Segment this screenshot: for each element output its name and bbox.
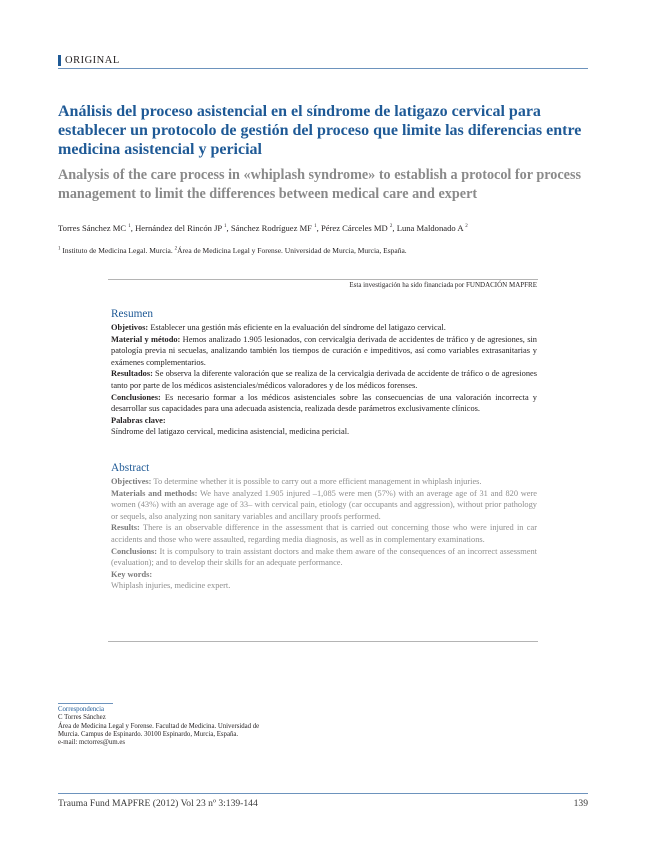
title-spanish: Análisis del proceso asistencial en el síndrome de latigazo cervical para establecer un protocolo de gestión del proceso que limite las diferencias entre medicina asistencial y pericial — [58, 103, 582, 158]
affiliation-2: Área de Medicina Legal y Forense. Universidad de Murcia, Murcia, España. — [177, 246, 407, 255]
correspondence-title: Correspondencia — [58, 706, 105, 713]
correspondence-divider — [58, 703, 113, 704]
resultados-label: Resultados: — [111, 369, 153, 379]
conclusiones-label: Conclusiones: — [111, 392, 161, 402]
correspondence-address-line-2: Murcia. Campus de Espinardo. 30100 Espinardo, Murcia, España. — [58, 730, 239, 738]
funding-note: Esta investigación ha sido financiada por FUNDACIÓN MAPFRE — [349, 281, 537, 289]
correspondence-name: C Torres Sánchez — [58, 714, 106, 722]
conclusions-label: Conclusions: — [111, 546, 158, 556]
keywords-text: Whiplash injuries, medicine expert. — [111, 581, 231, 591]
abstract-bottom-divider — [108, 641, 538, 642]
palabras-clave-label-line — [111, 415, 537, 427]
abstract-objectives — [111, 476, 537, 488]
author-name: Pérez Cárceles MD — [320, 223, 388, 233]
author-affiliation-mark: 2 — [389, 224, 393, 230]
affiliation-mark: 2 — [174, 246, 178, 252]
page-number: 139 — [573, 798, 588, 809]
funding-divider — [108, 279, 538, 280]
author-name: Hernández del Rincón JP — [135, 223, 222, 233]
methods-text: We have analyzed 1.905 injured –1,085 were men (57%) with an average age of 31 and 820 were women (43%) with an average age of 33– with cervical pain, etiology (car occupants and aggression), without prior pathology or sequels, also analyzing non sanitary variables and ancillary proofs performed. — [111, 488, 538, 521]
footer-journal-citation: Trauma Fund MAPFRE (2012) Vol 23 nº 3:139-144 — [58, 798, 258, 809]
objectives-label: Objectives: — [111, 477, 152, 486]
author-affiliation-mark: 1 — [128, 224, 131, 230]
keywords-label: Key words: — [111, 569, 153, 579]
section-label: ORIGINAL — [65, 55, 120, 66]
author-list: Torres Sánchez MC $^1$, Hernández del Rincón JP $^1$, Sánchez Rodríguez MF $^1$, Pérez Cárceles MD $^2$, Luna Maldonado A $^2$ — [58, 223, 468, 233]
abstract-methods — [111, 488, 537, 523]
abstract-results — [111, 522, 537, 545]
objetivos-label: Objetivos: — [111, 323, 149, 332]
abstract-conclusions — [111, 546, 537, 569]
material-text: Hemos analizado 1.905 lesionados, con cervicalgia derivada de accidentes de tráfico y de agresiones, sin patología previa ni secuelas, analizando también los tiempos de curación e impeditivos, así como variables extrasanitarias y exámenes complementarios. — [111, 334, 537, 367]
author-name: Sánchez Rodríguez MF — [230, 223, 312, 233]
author-name: Torres Sánchez MC — [58, 223, 127, 233]
results-text: There is an observable difference in the assessment that is carried out concerning those who were injured in car accidents and those who were assaulted, regarding media diagnosis, as well as in complementary examinations. — [111, 523, 537, 544]
keywords-label-line — [111, 569, 537, 581]
correspondence-address-line-1: Área de Medicina Legal y Forense. Facultad de Medicina. Universidad de — [58, 722, 260, 730]
correspondence-block — [58, 706, 298, 747]
resultados-text: Se observa la diferente valoración que se realiza de la cervicalgia derivada de accidente de tráfico o de agresiones tanto por parte de los médicos asistenciales/médicos valoradores y de los médicos forenses. — [111, 369, 537, 390]
resumen-conclusiones — [111, 392, 537, 415]
author-affiliation-mark: 1 — [314, 224, 317, 230]
title-english: Analysis of the care process in «whiplash syndrome» to establish a protocol for process management to limit the differences between medical care and expert — [58, 167, 581, 202]
correspondence-email: e-mail: mctorres@um.es — [58, 739, 126, 747]
material-label: Material y método: — [111, 334, 181, 344]
conclusions-text: It is compulsory to train assistant doctors and make them aware of the consequences of an incorrect assessment (evaluation); and to develop their skills for an adequate performance. — [111, 546, 537, 568]
resumen-resultados — [111, 368, 537, 391]
objectives-text: To determine whether it is possible to carry out a more efficient management in whiplash injuries. — [151, 477, 482, 486]
palabras-clave-label: Palabras clave: — [111, 415, 166, 425]
resumen-material — [111, 334, 537, 369]
affiliation-mark: 1 — [58, 246, 61, 252]
resumen-section — [111, 308, 537, 438]
abstract-heading: Abstract — [111, 462, 150, 474]
author-affiliation-mark: 2 — [465, 224, 468, 230]
objetivos-text: Establecer una gestión más eficiente en la evaluación del síndrome del latigazo cervical. — [148, 323, 446, 332]
affiliation-1: Instituto de Medicina Legal. Murcia. — [60, 246, 175, 255]
abstract-section — [111, 462, 537, 592]
footer-divider — [58, 793, 588, 794]
section-tag-bar — [58, 55, 61, 66]
palabras-clave-text: Síndrome del latigazo cervical, medicina asistencial, medicina pericial. — [111, 427, 350, 437]
author-affiliation-mark: 1 — [224, 224, 227, 230]
section-tag — [58, 55, 120, 66]
resumen-heading: Resumen — [111, 308, 154, 320]
results-label: Results: — [111, 523, 140, 533]
top-divider — [58, 68, 588, 69]
affiliations — [58, 246, 598, 255]
resumen-objetivos — [111, 322, 537, 334]
author-name: Luna Maldonado A — [396, 223, 464, 233]
conclusiones-text: Es necesario formar a los médicos asistenciales sobre las consecuencias de una valoración incorrecta y desarrollar sus capacidades para una adecuada asistencia, realizada desde parámetros exclusivamente clínicos. — [111, 392, 537, 414]
methods-label: Materials and methods: — [111, 488, 198, 498]
